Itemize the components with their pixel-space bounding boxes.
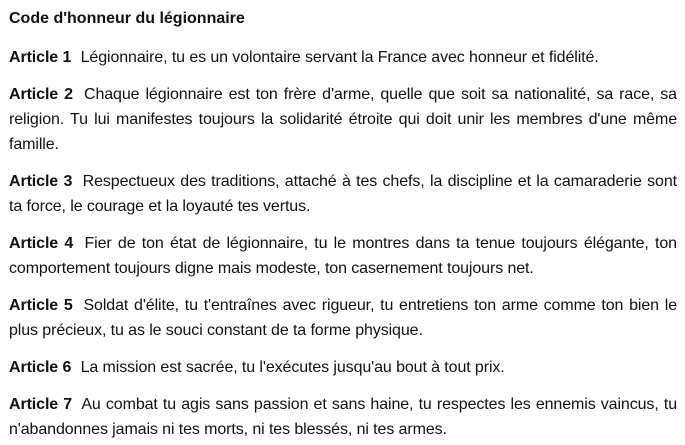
article-5	[9, 293, 677, 343]
article-2	[9, 82, 677, 157]
article-label: Article 1	[9, 49, 72, 66]
document-title: Code d'honneur du légionnaire	[9, 10, 245, 27]
article-text: Soldat d'élite, tu t'entraînes avec rigueur, tu entretiens ton arme comme ton bien le plus précieux, tu as le souci constant de ta forme physique.	[9, 297, 677, 339]
article-3	[9, 169, 677, 219]
article-label: Article 7	[9, 396, 73, 413]
article-text: Au combat tu agis sans passion et sans haine, tu respectes les ennemis vaincus, tu n'abandonnes jamais ni tes morts, ni tes blessés, ni tes armes.	[9, 396, 677, 438]
article-label: Article 3	[9, 173, 73, 190]
article-6	[9, 355, 677, 380]
article-label: Article 6	[9, 359, 72, 376]
article-label: Article 2	[9, 86, 73, 103]
article-text: Fier de ton état de légionnaire, tu le montres dans ta tenue toujours élégante, ton comportement toujours digne mais modeste, ton casernement toujours net.	[9, 235, 677, 277]
article-label: Article 4	[9, 235, 74, 252]
article-text: Respectueux des traditions, attaché à tes chefs, la discipline et la camaraderie sont ta force, le courage et la loyauté tes vertus.	[9, 173, 677, 215]
article-text: Chaque légionnaire est ton frère d'arme, quelle que soit sa nationalité, sa race, sa religion. Tu lui manifestes toujours la solidarité étroite qui doit unir les membres d'une même famille.	[9, 86, 677, 153]
article-7	[9, 392, 677, 442]
article-1	[9, 45, 677, 70]
article-4	[9, 231, 677, 281]
article-text: La mission est sacrée, tu l'exécutes jusqu'au bout à tout prix.	[80, 359, 505, 376]
article-label: Article 5	[9, 297, 73, 314]
article-text: Légionnaire, tu es un volontaire servant la France avec honneur et fidélité.	[80, 49, 599, 66]
